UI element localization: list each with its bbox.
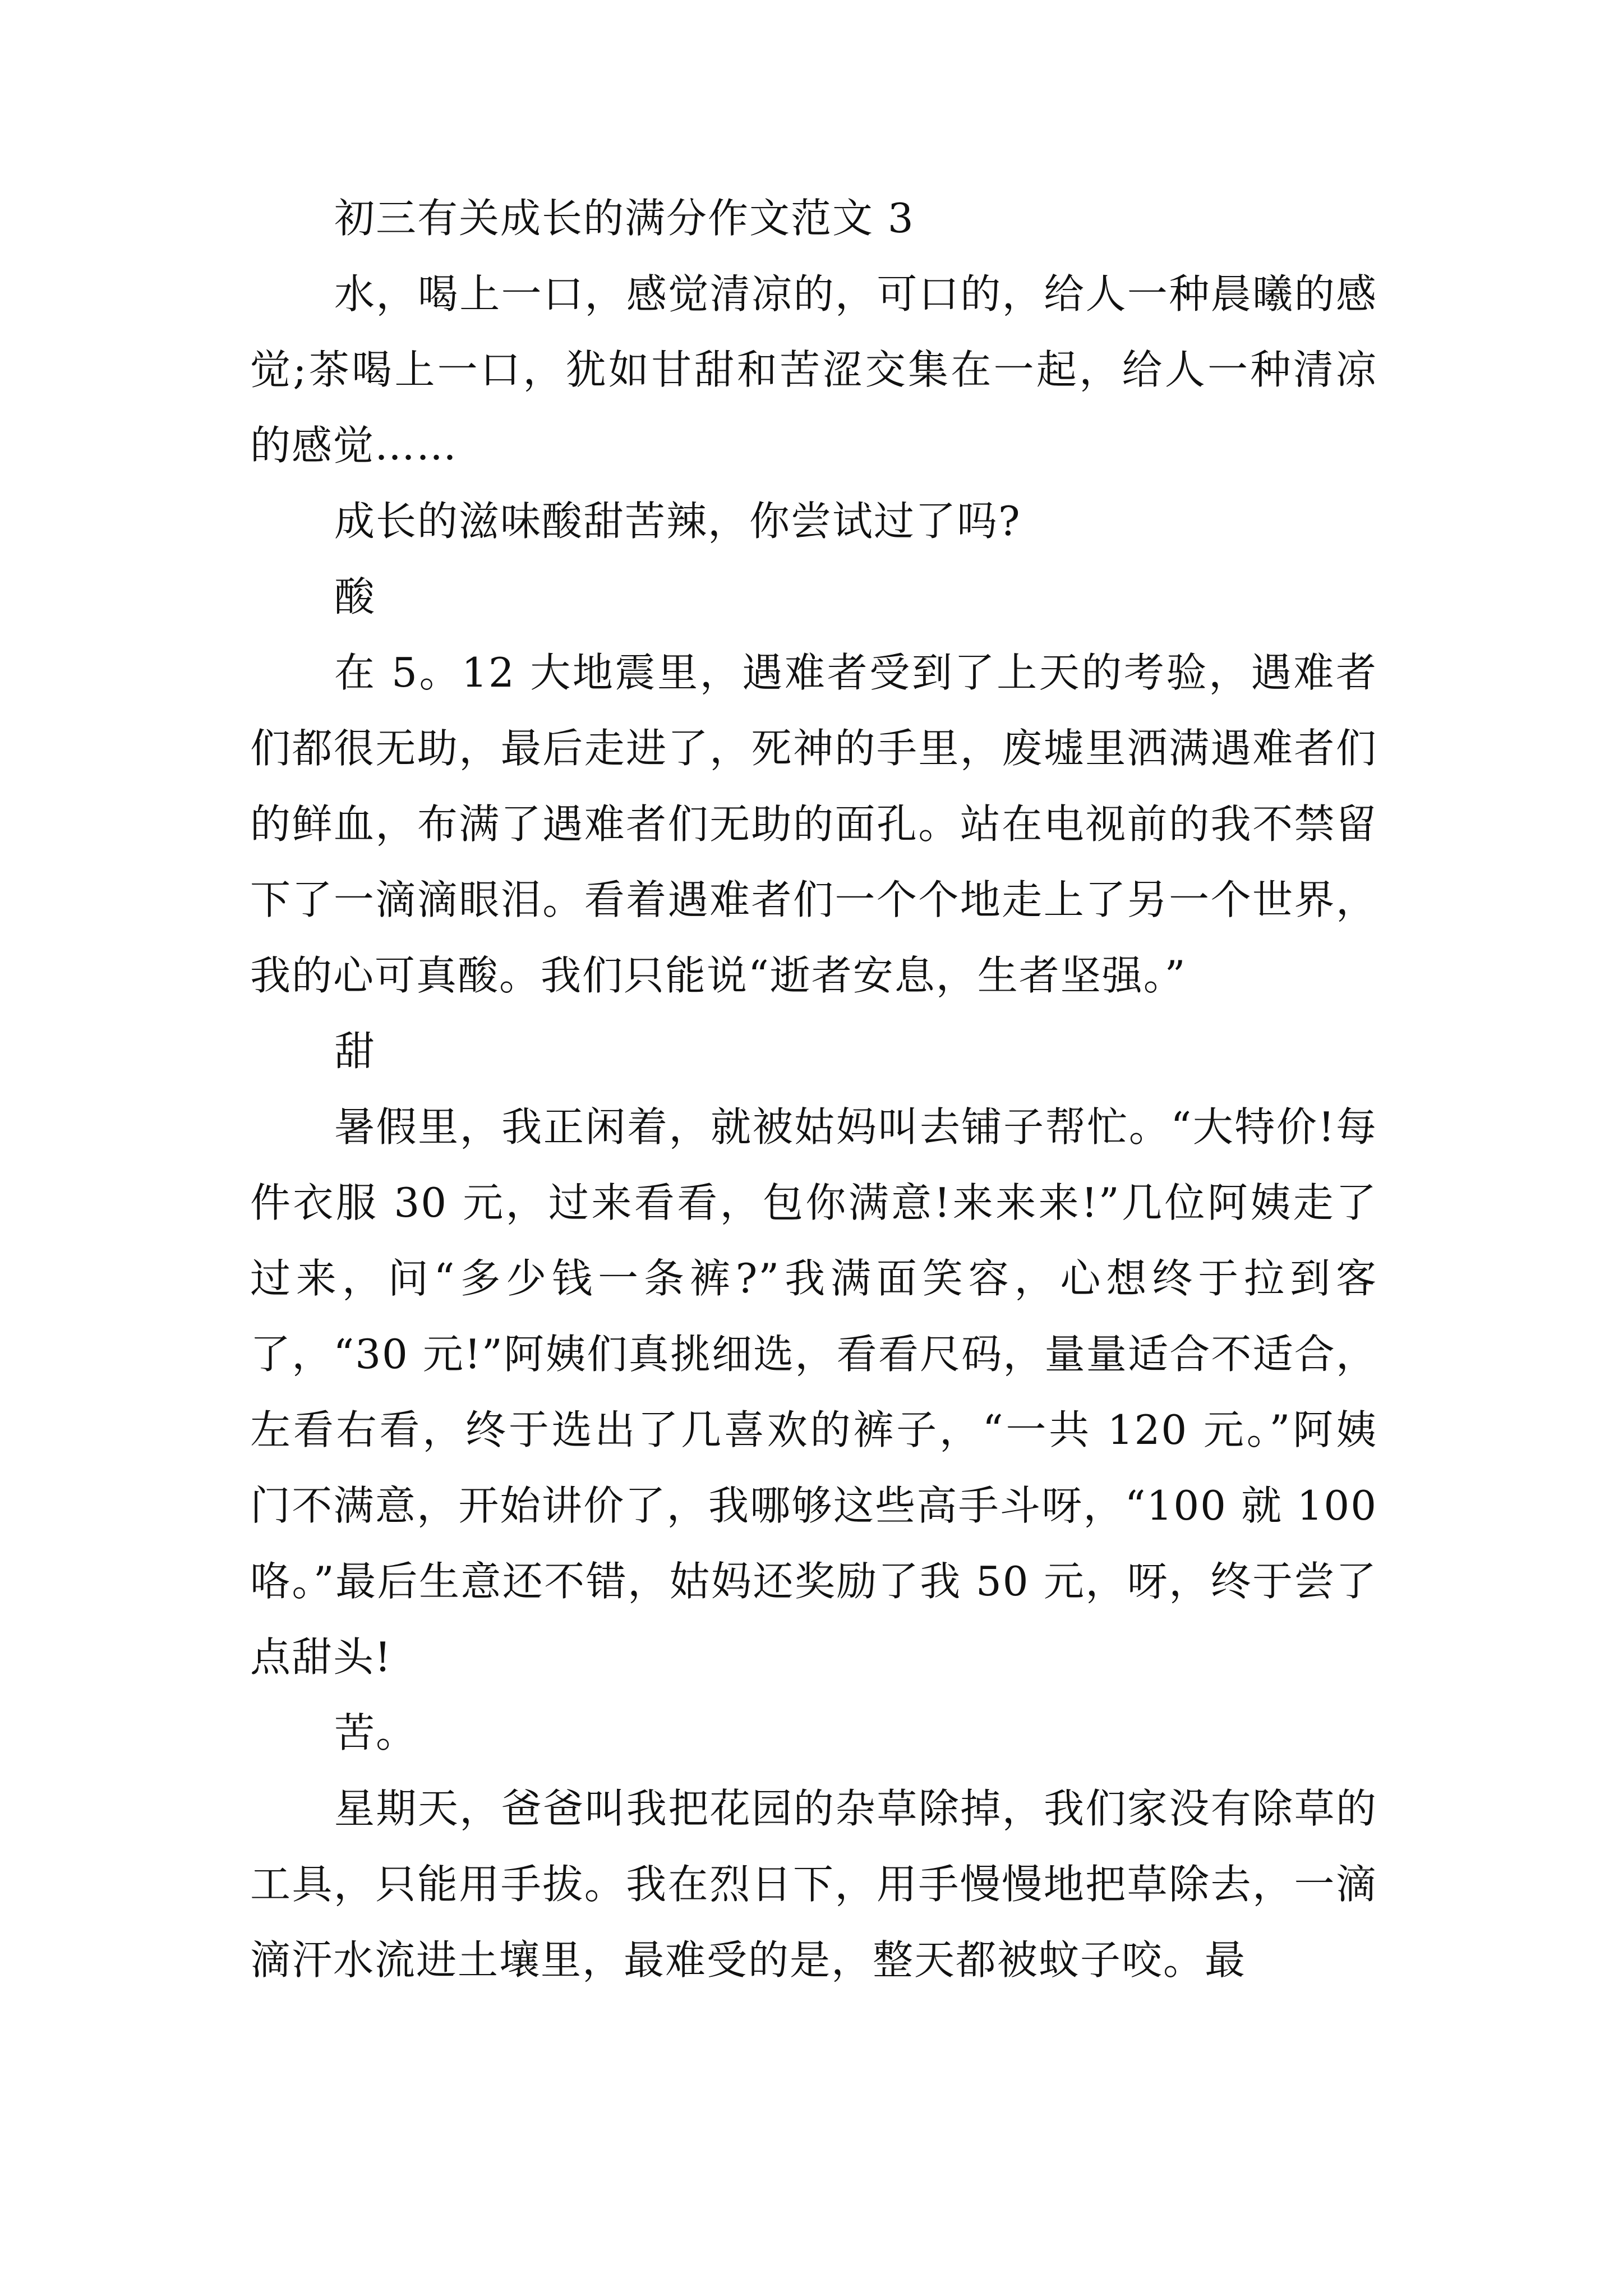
heading-sour: 酸 [334, 573, 376, 620]
document-body [250, 181, 1377, 1998]
paragraph-sweet: 暑假里，我正闲着，就被姑妈叫去铺子帮忙。“大特价!每件衣服 30 元，过来看看，包你满意!来来来!”几位阿姨走了过来，问“多少钱一条裤?”我满面笑容，心想终于拉到客了，“30 元!”阿姨们真挑细选，看看尺码，量量适合不适合，左看右看，终于选出了几喜欢的裤子，“一共 120 元。”阿姨门不满意，开始讲价了，我哪够这些高手斗呀，“100 就 100 咯。”最后生意还不错，姑妈还奖励了我 50 元，呀，终于尝了点甜头! [250, 1103, 1377, 1681]
paragraph-question: 成长的滋味酸甜苦辣，你尝试过了吗? [334, 498, 1021, 545]
paragraph-bitter: 星期天，爸爸叫我把花园的杂草除掉，我们家没有除草的工具，只能用手拔。我在烈日下，用手慢慢地把草除去，一滴滴汗水流进土壤里，最难受的是，整天都被蚊子咬。最 [250, 1785, 1377, 1984]
paragraph-sour: 在 5。12 大地震里，遇难者受到了上天的考验，遇难者们都很无助，最后走进了，死神的手里，废墟里洒满遇难者们的鲜血，布满了遇难者们无助的面孔。站在电视前的我不禁留下了一滴滴眼泪。看着遇难者们一个个地走上了另一个世界，我的心可真酸。我们只能说“逝者安息，生者坚强。” [250, 649, 1377, 999]
document-title: 初三有关成长的满分作文范文 3 [334, 195, 915, 242]
heading-sweet: 甜 [334, 1028, 376, 1075]
heading-bitter: 苦。 [334, 1709, 418, 1756]
paragraph-intro: 水，喝上一口，感觉清凉的，可口的，给人一种晨曦的感觉;茶喝上一口，犹如甘甜和苦涩交集在一起，给人一种清凉的感觉…… [250, 270, 1377, 469]
